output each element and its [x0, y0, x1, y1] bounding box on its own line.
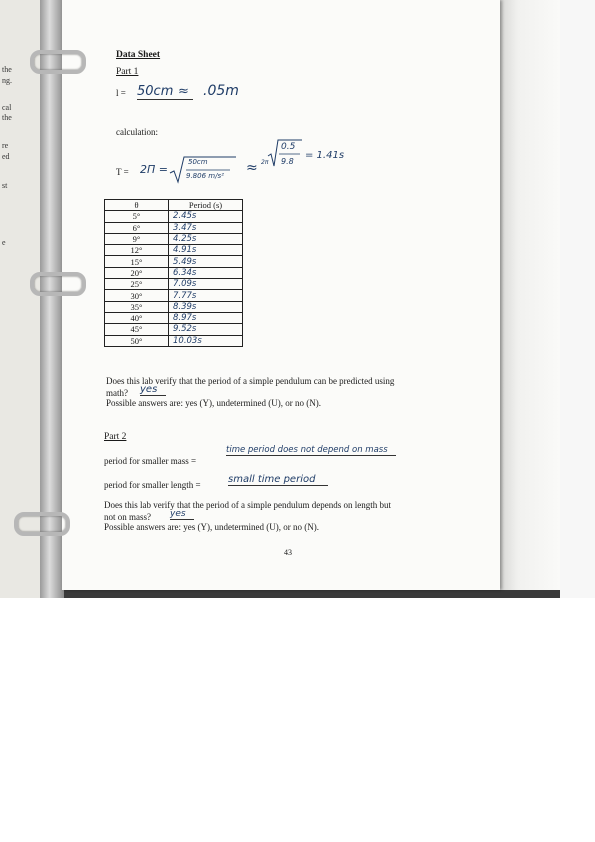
angle-cell: 40°	[105, 312, 169, 323]
formula-numerator: 50cm	[188, 158, 208, 166]
question1-line1: Does this lab verify that the period of a simple pendulum can be predicted using	[106, 376, 395, 386]
page-stack	[500, 0, 560, 590]
page-title: Data Sheet	[116, 50, 161, 60]
period-cell: 2.45s	[169, 211, 243, 222]
binder-ring-bottom	[14, 512, 70, 536]
angle-cell: 45°	[105, 324, 169, 335]
table-row	[105, 245, 243, 256]
angle-cell: 5°	[105, 211, 169, 222]
angle-cell: 20°	[105, 267, 169, 278]
binder-spine	[40, 0, 64, 598]
period-cell: 8.39s	[169, 301, 243, 312]
period-cell: 7.09s	[169, 279, 243, 290]
table-row	[105, 324, 243, 335]
question1-line2: math?	[106, 388, 128, 398]
table-header-period: Period (s)	[169, 200, 243, 211]
left-fragment: cal	[2, 103, 12, 112]
background-right	[560, 0, 595, 598]
table-row	[105, 256, 243, 267]
table-row	[105, 290, 243, 301]
left-fragment: st	[2, 181, 8, 190]
table-row	[105, 267, 243, 278]
formula-label: T =	[116, 167, 129, 177]
table-row	[105, 211, 243, 222]
smaller-length-answer: small time period	[228, 474, 328, 486]
table-row	[105, 335, 243, 346]
formula-2pi: 2Π =	[140, 163, 168, 176]
smaller-mass-label: period for smaller mass =	[104, 456, 197, 466]
binder-ring-middle	[30, 272, 86, 296]
angle-cell: 9°	[105, 233, 169, 244]
formula-denominator: 9.806 m/s²	[186, 172, 224, 180]
left-fragment: re	[2, 141, 9, 150]
question1-answer: yes	[140, 384, 166, 396]
formula-result: = 1.41s	[305, 150, 345, 161]
angle-cell: 30°	[105, 290, 169, 301]
page-number: 43	[284, 548, 292, 557]
left-fragment: ed	[2, 152, 10, 161]
formula-2pi-b: 2π	[261, 159, 269, 166]
period-cell: 7.77s	[169, 290, 243, 301]
angle-cell: 25°	[105, 279, 169, 290]
binder-ring-top	[30, 50, 86, 74]
period-cell: 4.91s	[169, 245, 243, 256]
formula-denominator-2: 9.8	[281, 157, 294, 166]
part1-heading: Part 1	[116, 67, 139, 77]
question2-possible: Possible answers are: yes (Y), undetermined (U), or no (N).	[104, 522, 319, 532]
table-row	[105, 312, 243, 323]
table-header-theta: θ	[105, 200, 169, 211]
length-value: 50cm	[137, 84, 193, 100]
table-row	[105, 233, 243, 244]
calculation-label: calculation:	[116, 127, 158, 137]
period-cell: 9.52s	[169, 324, 243, 335]
approx-symbol: ≈	[178, 84, 189, 99]
question2-line2: not on mass?	[104, 512, 151, 522]
period-table	[104, 199, 243, 347]
table-row	[105, 222, 243, 233]
question2-answer: yes	[170, 509, 194, 520]
period-cell: 5.49s	[169, 256, 243, 267]
left-fragment: the	[2, 65, 12, 74]
angle-cell: 15°	[105, 256, 169, 267]
period-cell: 4.25s	[169, 233, 243, 244]
smaller-mass-answer: time period does not depend on mass	[226, 445, 396, 456]
formula-approx: ≈	[246, 160, 258, 176]
part2-heading: Part 2	[104, 432, 127, 442]
period-cell: 3.47s	[169, 222, 243, 233]
angle-cell: 50°	[105, 335, 169, 346]
left-fragment: the	[2, 113, 12, 122]
question1-possible: Possible answers are: yes (Y), undetermined (U), or no (N).	[106, 398, 321, 408]
formula-numerator-2: 0.5	[281, 142, 296, 152]
length-label: l =	[116, 88, 126, 98]
left-fragment: e	[2, 238, 6, 247]
period-cell: 8.97s	[169, 312, 243, 323]
period-cell: 6.34s	[169, 267, 243, 278]
table-row	[105, 301, 243, 312]
period-cell: 10.03s	[169, 335, 243, 346]
angle-cell: 35°	[105, 301, 169, 312]
length-converted: .05m	[203, 83, 239, 99]
smaller-length-label: period for smaller length =	[104, 480, 201, 490]
left-fragment: ng.	[2, 76, 12, 85]
question2-line1: Does this lab verify that the period of a simple pendulum depends on length but	[104, 500, 391, 510]
angle-cell: 6°	[105, 222, 169, 233]
table-row	[105, 279, 243, 290]
angle-cell: 12°	[105, 245, 169, 256]
